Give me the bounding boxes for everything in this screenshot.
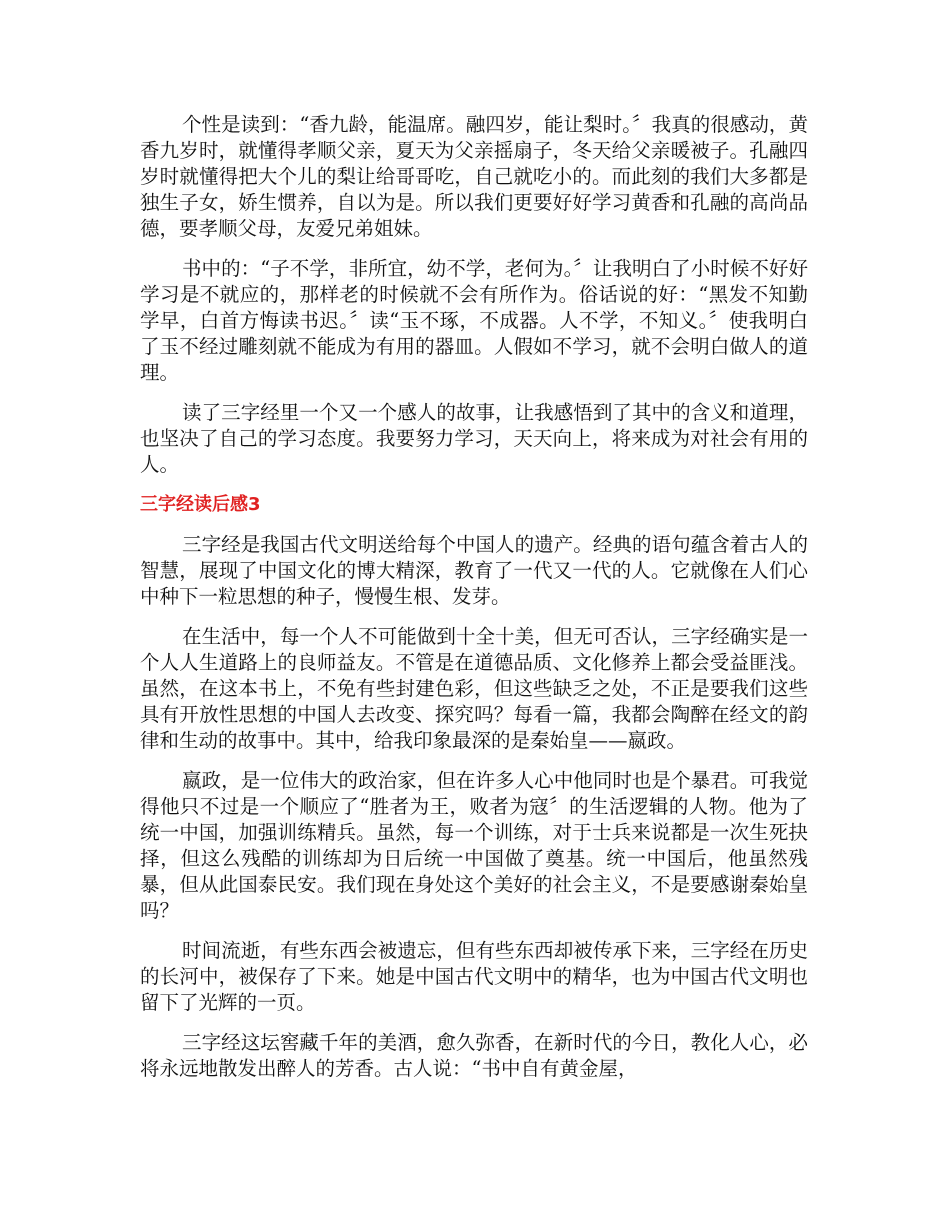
paragraph-4: 三字经是我国古代文明送给每个中国人的遗产。经典的语句蕴含着古人的智慧，展现了中国文化的博大精深，教育了一代又一代的人。它就像在人们心中种下一粒思想的种子，慢慢生根、发芽。 [140, 533, 808, 608]
section-heading: 三字经读后感3 [140, 494, 261, 515]
paragraph-7: 时间流逝，有些东西会被遗忘，但有些东西却被传承下来，三字经在历史的长河中，被保存了下来。她是中国古代文明中的精华，也为中国古代文明也留下了光辉的一页。 [140, 939, 808, 1014]
paragraph-6: 嬴政，是一位伟大的政治家，但在许多人心中他同时也是个暴君。可我觉得他只不过是一个顺应了“胜者为王，败者为寇〞的生活逻辑的人物。他为了统一中国，加强训练精兵。虽然，每一个训练，对于士兵来说都是一次生死抉择，但这么残酷的训练却为日后统一中国做了奠基。统一中国后，他虽然残暴，但从此国泰民安。我们现在身处这个美好的社会主义，不是要感谢秦始皇吗？ [140, 769, 808, 922]
document-page [140, 112, 808, 1096]
paragraph-5: 在生活中，每一个人不可能做到十全十美，但无可否认，三字经确实是一个人人生道路上的良师益友。不管是在道德品质、文化修养上都会受益匪浅。虽然，在这本书上，不免有些封建色彩，但这些缺乏之处，不正是要我们这些具有开放性思想的中国人去改变、探究吗？每看一篇，我都会陶醉在经文的韵律和生动的故事中。其中，给我印象最深的是秦始皇——嬴政。 [140, 625, 808, 752]
paragraph-1: 个性是读到：“香九龄，能温席。融四岁，能让梨时。〞我真的很感动，黄香九岁时，就懂得孝顺父亲，夏天为父亲摇扇子，冬天给父亲暖被子。孔融四岁时就懂得把大个儿的梨让给哥哥吃，自己就吃小的。而此刻的我们大多都是独生子女，娇生惯养，自以为是。所以我们更要好好学习黄香和孔融的高尚品德，要孝顺父母，友爱兄弟姐妹。 [140, 113, 808, 240]
paragraph-8: 三字经这坛窖藏千年的美酒，愈久弥香，在新时代的今日，教化人心，必将永远地散发出醉人的芳香。古人说：“书中自有黄金屋， [140, 1031, 808, 1080]
paragraph-3: 读了三字经里一个又一个感人的故事，让我感悟到了其中的含义和道理，也坚决了自己的学习态度。我要努力学习，天天向上，将来成为对社会有用的人。 [140, 401, 808, 476]
paragraph-2: 书中的：“子不学，非所宜，幼不学，老何为。〞让我明白了小时候不好好学习是不就应的，那样老的时候就不会有所作为。俗话说的好：“黑发不知勤学早，白首方悔读书迟。〞读“玉不琢，不成器。人不学，不知义。〞使我明白了玉不经过雕刻就不能成为有用的器皿。人假如不学习，就不会明白做人的道理。 [140, 257, 808, 384]
